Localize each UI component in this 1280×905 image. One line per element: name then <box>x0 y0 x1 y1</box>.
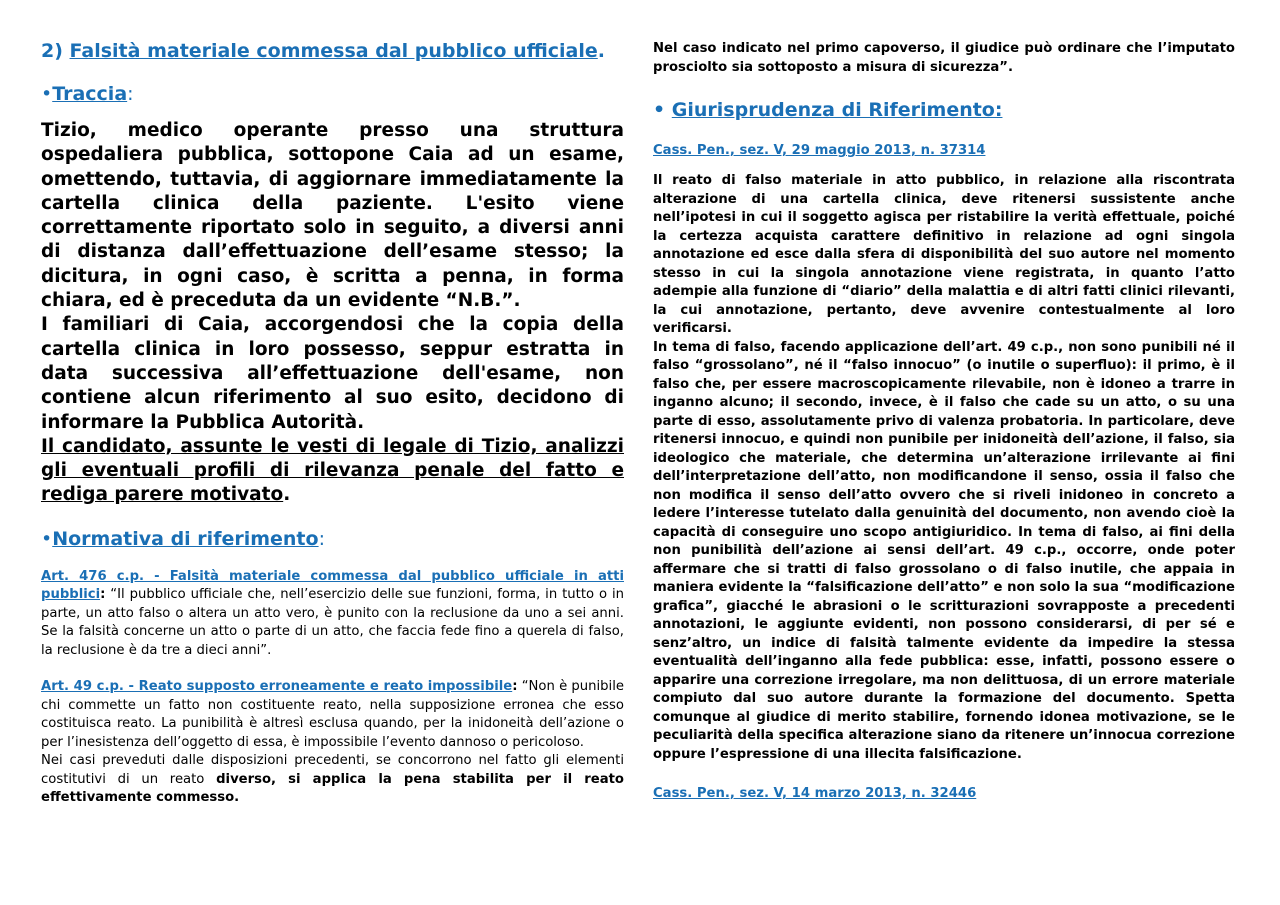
section-title-link[interactable]: Falsità materiale commessa dal pubblico ufficiale <box>69 40 598 62</box>
art-476-text <box>41 568 624 661</box>
case-1-text: Il reato di falso materiale in atto pubblico, in relazione alla riscontrata alterazione di una cartella clinica, deve ritenersi sussistente anche nell’ipotesi in cui il soggetto agisca per ristabilire la verità effettuale, poiché la certezza acquista carattere definitivo in relazione ad ogni singola annotazione ed esce dalla sfera di disponibilità del suo autore nel momento stesso in cui la singola annotazione viene registrata, in quanto l’atto adempie alla funzione di “diario” della malattia e di altri fatti clinici rilevanti, la cui annotazione, pertanto, deve avvenire contestualmente al loro verificarsi. <box>653 173 1235 336</box>
normativa-label[interactable]: Normativa di riferimento <box>52 527 319 550</box>
task-period: . <box>283 484 291 506</box>
traccia-heading <box>41 83 624 105</box>
art-476-colon: : <box>100 587 106 603</box>
bullet-icon: • <box>41 527 53 550</box>
art-49-block <box>41 678 624 808</box>
traccia-paragraph-1: Tizio, medico operante presso una struttura ospedaliera pubblica, sottopone Caia ad un esame, omettendo, tuttavia, di aggiornare immediatamente la cartella clinica della paziente. L'esito viene correttamente riportato solo in seguito, a diversi anni di distanza dall’effettuazione dell’esame stesso; la dicitura, in ogni caso, è scritta a penna, in forma chiara, ed è preceduta da un evidente “N.B.”. <box>41 120 624 312</box>
bullet-icon: • <box>653 99 666 121</box>
art-49-colon: : <box>512 679 518 695</box>
art-476-block <box>41 568 624 661</box>
left-column <box>41 40 624 826</box>
traccia-label[interactable]: Traccia <box>52 83 128 105</box>
traccia-task-text: Il candidato, assunte le vesti di legale di Tizio, analizzi gli eventuali profili di rilevanza penale del fatto e rediga parere motivato <box>41 435 624 506</box>
art-49-text-b: La punibilità è altresì esclusa quando, per la inidoneità dell’azione o per l’inesistenza dell’oggetto di essa, è impossibile l’evento dannoso o pericoloso. <box>41 716 624 750</box>
art-49-text-a: “Non è punibile chi commette un fatto non costituente reato, nella supposizione erronea che esso costituisca reato. <box>41 679 624 732</box>
art-476-text-b: Se la falsità concerne un atto o parte di un atto, che faccia fede fino a querela di falso, la reclusione è da tre a dieci anni”. <box>41 624 624 658</box>
art-49-text-d: diverso, si applica la pena stabilita per il reato effettivamente commesso. <box>41 771 624 806</box>
giurisprudenza-heading <box>653 99 1235 121</box>
traccia-body <box>41 119 624 508</box>
art-49-text <box>41 678 624 752</box>
right-intro: Nel caso indicato nel primo capoverso, il giudice può ordinare che l’imputato prosciolto sia sottoposto a misura di sicurezza”. <box>653 41 1235 75</box>
traccia-task <box>41 435 624 508</box>
art-49-text-c: Nei casi preveduti dalle disposizioni precedenti, se concorrono nel fatto gli elementi costitutivi di un reato <box>41 753 624 787</box>
case-2-link[interactable]: Cass. Pen., sez. V, 14 marzo 2013, n. 32446 <box>653 786 977 801</box>
case-1-link[interactable]: Cass. Pen., sez. V, 29 maggio 2013, n. 37314 <box>653 143 986 158</box>
art-476-link[interactable]: Art. 476 c.p. - Falsità materiale commessa dal pubblico ufficiale in atti pubblici <box>41 568 624 603</box>
traccia-paragraph-2: I familiari di Caia, accorgendosi che la copia della cartella clinica in loro possesso, seppur estratta in data successiva all’effettuazione dell'esame, non contiene alcun riferimento al suo esito, decidono di informare la Pubblica Autorità. <box>41 314 624 433</box>
normativa-heading <box>41 528 624 550</box>
case-1-text-2: In tema di falso, facendo applicazione dell’art. 49 c.p., non sono punibili né il falso “grossolano”, né il “falso innocuo” (o inutile o superfluo): il primo, è il falso che, per essere macroscopicamente rilevabile, non è idoneo a trarre in inganno alcuno; il secondo, invece, è il falso che cade su un atto, o su una parte di esso, assolutamente privo di valenza probatoria. In particolare, deve ritenersi innocuo, e quindi non punibile per inidoneità dell’azione, il falso, sia ideologico che materiale, che determina un’alterazione irrilevante ai fini dell’interpretazione dell’atto, non modificandone il senso, ossia il falso che non modifica il senso dell’atto ovvero che si riveli inidoneo in concreto a ledere l’interesse tutelato dalla genuinità del documento, non avendo cioè la capacità di conseguire uno scopo antigiuridico. In tema di falso, ai fini della non punibilità dell’azione ai sensi dell’art. 49 c.p., occorre, onde poter affermare che si tratti di falso grossolano o di falso inutile, che appaia in maniera evidente la “falsificazione dell’atto” e non solo la sua “modificazione grafica”, giacché le abrasioni o le scritturazioni sovrapposte a precedenti annotazioni, le aggiunte evidenti, non possono considerarsi, di per sé e senz’altro, un indice di falsità talmente evidente da impedire la stessa eventualità dell’inganno alla fede pubblica: esse, infatti, possono essere o apparire una correzione irregolare, ma non delittuosa, di un errore materiale compiuto dal suo autore durante la formazione del documento. Spetta comunque al giudice di merito stabilire, fornendo idonea motivazione, se le peculiarità della specifica alterazione siano da ritenere un’innocua correzione oppure l’espressione di una illecita falsificazione. <box>653 339 1235 762</box>
art-49-text-2 <box>41 752 624 808</box>
normativa-colon: : <box>318 527 325 550</box>
right-column <box>653 40 1235 815</box>
bullet-icon: • <box>41 83 53 105</box>
title-period: . <box>597 40 605 62</box>
giurisprudenza-label[interactable]: Giurisprudenza di Riferimento: <box>671 99 1003 121</box>
traccia-colon: : <box>127 83 134 105</box>
art-49-link[interactable]: Art. 49 c.p. - Reato supposto erroneamente e reato impossibile <box>41 679 513 695</box>
art-476-text-a: “Il pubblico ufficiale che, nell’esercizio delle sue funzioni, forma, in tutto o in parte, un atto falso o altera un atto vero, è punito con la reclusione da uno a sei anni. <box>41 587 624 621</box>
section-title <box>41 40 624 62</box>
section-number: 2) <box>41 40 63 62</box>
